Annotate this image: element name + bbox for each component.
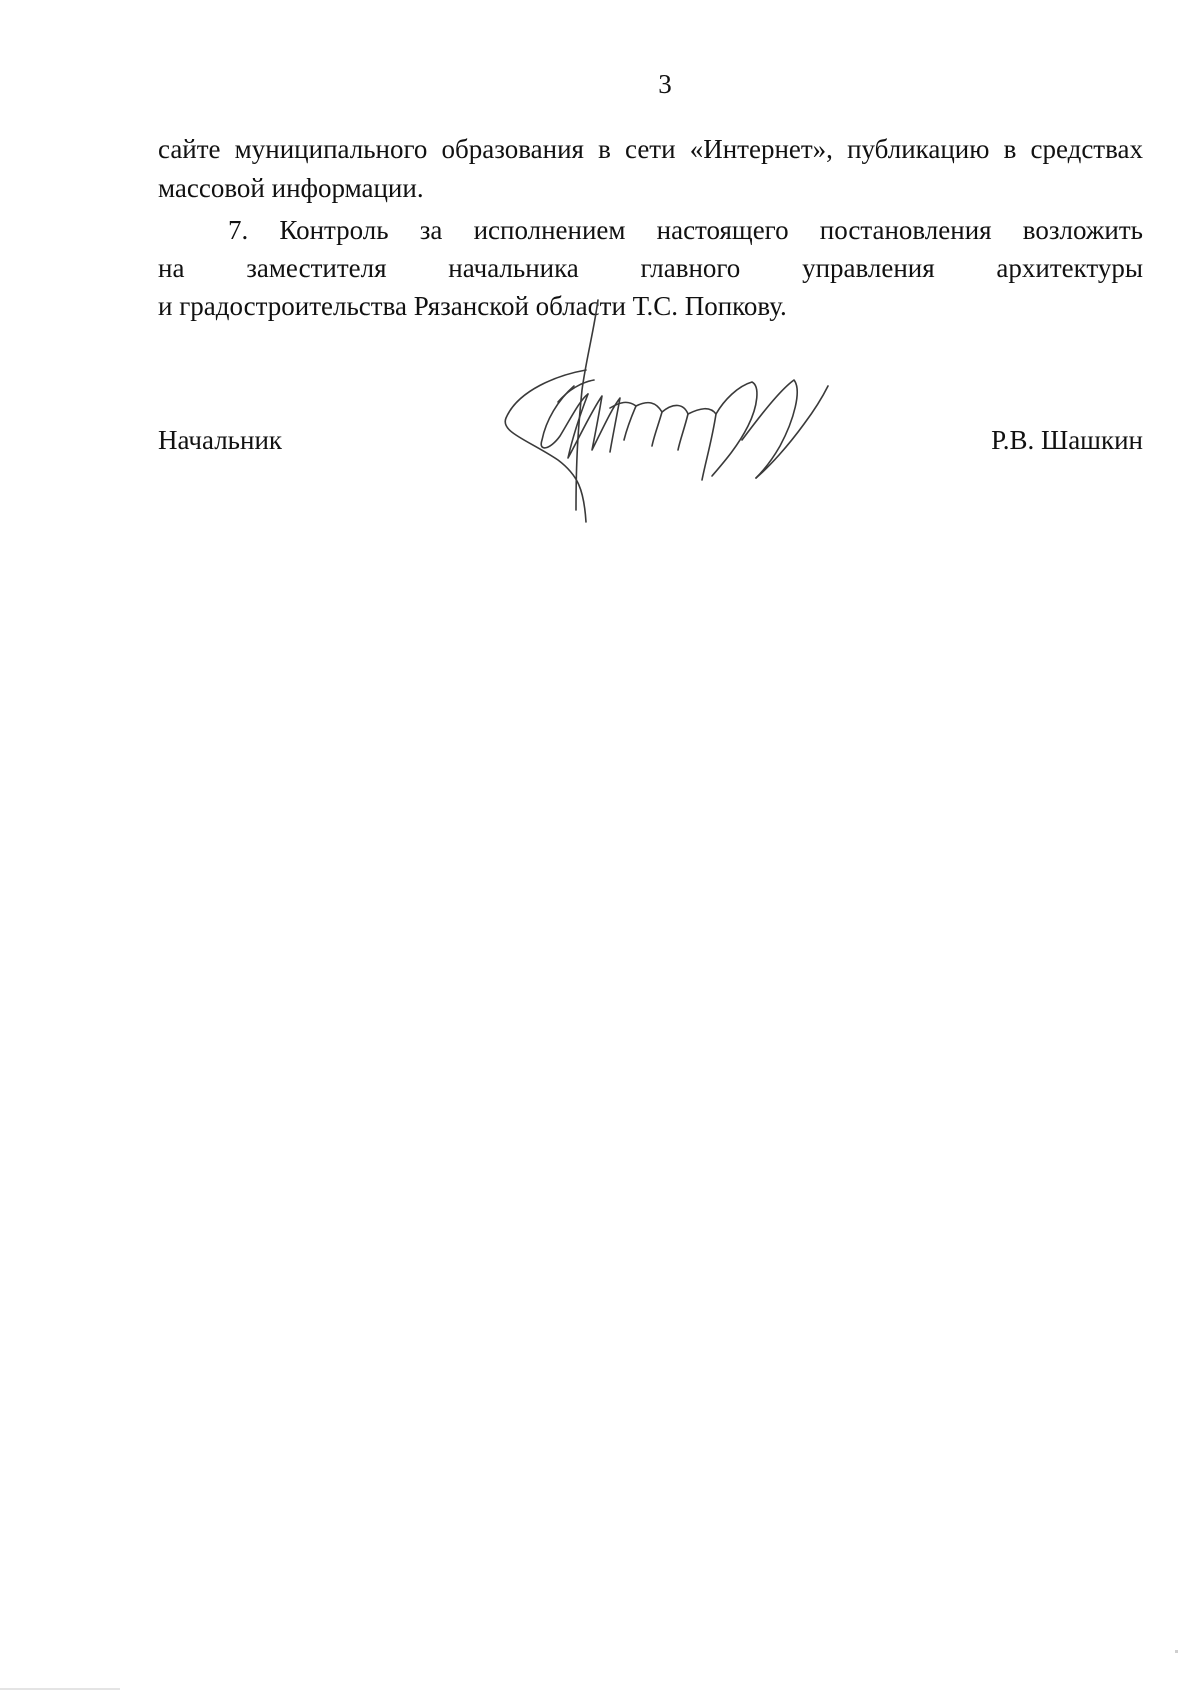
body-line-1: сайте муниципального образования в сети «Интернет», публикацию в средствах (158, 134, 1143, 164)
body-line-5: и градостроительства Рязанской области Т.С. Попкову. (158, 291, 787, 321)
body-line-3: 7. Контроль за исполнением настоящего постановления возложить (228, 215, 1143, 245)
scan-edge-mark (0, 1688, 120, 1690)
body-line-4: на заместителя начальника главного управления архитектуры (158, 253, 1143, 283)
handwritten-signature (498, 290, 880, 530)
scan-speck (1175, 1650, 1178, 1653)
signer-name: Р.В. Шашкин (991, 425, 1143, 455)
signer-title: Начальник (158, 425, 283, 455)
body-line-2: массовой информации. (158, 173, 424, 203)
page-number: 3 (658, 69, 672, 99)
